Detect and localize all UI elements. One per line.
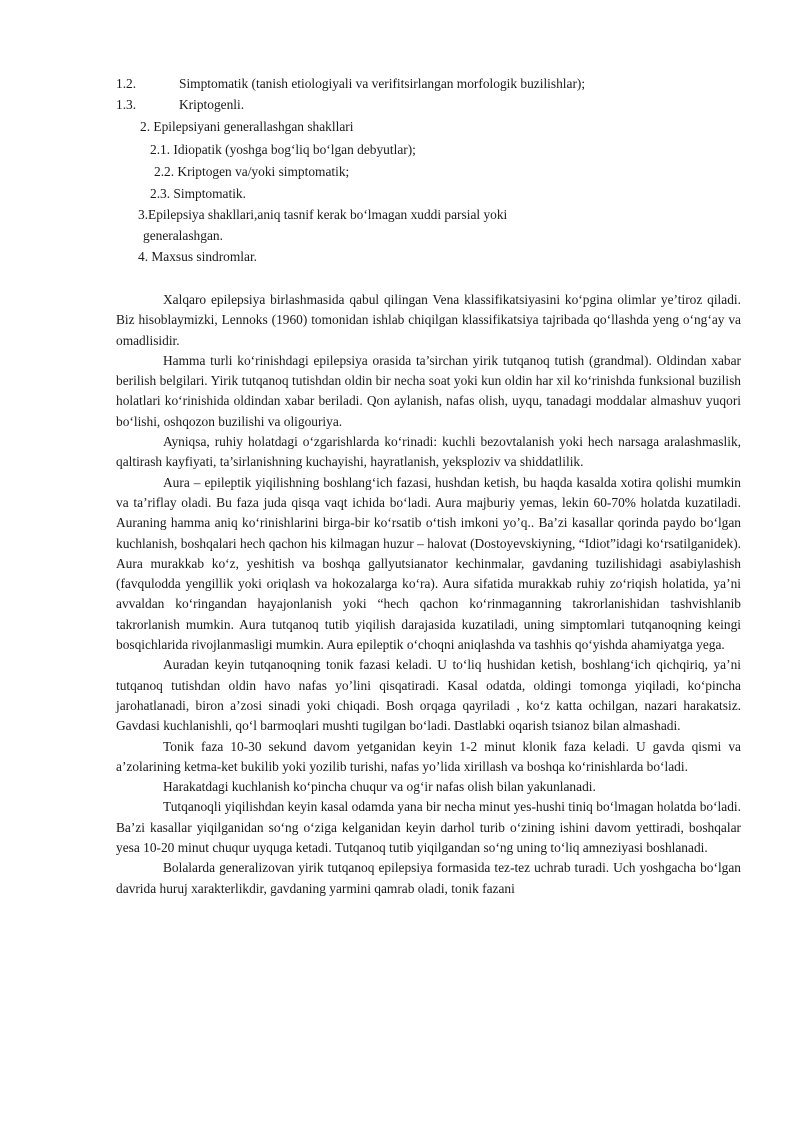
list-item-3: 3.Epilepsiya shakllari,aniq tasnif kerak bo‘lmagan xuddi parsial yoki xyxy=(138,207,508,222)
paragraph-aura: Aura – epileptik yiqilishning boshlang‘ich fazasi, hushdan ketish, bu haqda kasalda xotira qolishi mumkin va ta’riflay oladi. Bu faza juda qisqa vaqt ichida bo‘ladi. Aura majburiy yemas, lekin 60-70% holatda kuzatiladi. Auraning hamma aniq ko‘rinishlarini birga-bir ko‘rsatib o‘tish imkoni yo’q.. Ba’zi kasallar qorinda paydo bo‘lgan kuchlanish, boshqalari hech qachon his kilmagan huzur – halovat (Dostoyevskiyning, “Idiot”idagi ko‘rsatilganidek). Aura murakkab ko‘z, yeshitish va boshqa gallyutsianator kechinmalar, gavdaning tuzilishidagi asabiylashish (favqulodda yengillik yoki oriqlash va hokozalarga ko‘ra). Aura sifatida murakkab ruhiy zo‘riqish holatida, ya’ni avvaldan ko‘ringandan hayajonlanish yoki “hech qachon ko‘rinmaganning takrorlanishidan tashvishlanib takrorlanish mumkin. Aura tutqanoq tutib yiqilish darajasida kuzatiladi, uning simptomlari tutqanoqning keingi bosqichlarida rivojlanmasligi mumkin. Aura epileptik o‘choqni aniqlashda va tashhis qo‘yishda ahamiyatga yega. xyxy=(116,474,741,653)
paragraph-tonic-phase: Auradan keyin tutqanoqning tonik fazasi keladi. U to‘liq hushidan ketish, boshlang‘ich qichqiriq, ya’ni tutqanoq tutishdan oldin havo nafas yo’lini qisqatiradi. Kasal odatda, oldingi tomonga yiqiladi, ko‘pincha jarohatlanadi, biron a’zosi sinadi yoki chiqadi. Bosh orqaga qayriladi , ko‘z katta ochilgan, nazari harakatsiz. Gavdasi kuchlanishli, qo‘l barmoqlari mushti tugilgan bo‘ladi. Dastlabki oqarish tsianoz bilan almashadi. xyxy=(116,657,741,734)
paragraph-post-seizure: Tutqanoqli yiqilishdan keyin kasal odamda yana bir necha minut yes-hushi tiniq bo‘lmagan holatda bo‘ladi. Ba’zi kasallar yiqilganidan so‘ng o‘ziga kelganidan keyin darhol turib o‘zining ishini davom yettiradi, boshqalar yesa 10-20 minut chuqur uyquga ketadi. Tutqanoq tutib yiqilgandan so‘ng uning to‘liq amneziyasi boshlanadi. xyxy=(116,799,741,856)
list-item-2: 2. Epilepsiyani generallashgan shakllari xyxy=(140,119,354,134)
list-item-4: 4. Maxsus sindromlar. xyxy=(138,249,258,264)
list-item-2-2: 2.2. Kriptogen va/yoki simptomatik; xyxy=(154,164,350,179)
list-item-2-1: 2.1. Idiopatik (yoshga bog‘liq bo‘lgan debyutlar); xyxy=(150,142,416,157)
list-item-1-3: Kriptogenli. xyxy=(179,97,245,112)
paragraph-children: Bolalarda generalizovan yirik tutqanoq epilepsiya formasida tez-tez uchrab turadi. Uch yoshgacha bo‘lgan davrida huruj xarakterlikdir, gavdaning yarmini qamrab oladi, tonik fazani xyxy=(116,860,741,896)
list-item-1-2: Simptomatik (tanish etiologiyali va verifitsirlangan morfologik buzilishlar); xyxy=(179,76,586,91)
paragraph-mental-changes: Ayniqsa, ruhiy holatdagi o‘zgarishlarda ko‘rinadi: kuchli bezovtalanish yoki hech narsaga aralashmaslik, qaltirash kayfiyati, ta’sirlanishning kuchayishi, hayratlanish, yeksploziv va shiddatlilik. xyxy=(116,434,741,470)
paragraph-clonic-phase: Tonik faza 10-30 sekund davom yetganidan keyin 1-2 minut klonik faza keladi. U gavda qismi va a’zolarining ketma-ket bukilib yoki yozilib turishi, nafas yo’lida xirillash va boshqa ko‘rinishlarda bo‘ladi. xyxy=(116,738,741,774)
list-item-2-3: 2.3. Simptomatik. xyxy=(150,186,246,201)
paragraph-breathing: Harakatdagi kuchlanish ko‘pincha chuqur va og‘ir nafas olish bilan yakunlanadi. xyxy=(163,779,596,795)
list-number-1-3: 1.3. xyxy=(116,97,137,112)
body-text xyxy=(116,290,741,899)
list-item-3-continued: generalashgan. xyxy=(143,228,223,243)
list-number-1-2: 1.2. xyxy=(116,76,137,91)
paragraph-vienna-classification: Xalqaro epilepsiya birlashmasida qabul qilingan Vena klassifikatsiyasini ko‘pgina olimlar ye’tiroz qiladi. Biz hisoblaymizki, Lennoks (1960) tomonidan ishlab chiqilgan klassifikatsiya tajribada qo‘llashda yeng o‘ng‘ay va omadlisidir. xyxy=(116,292,741,348)
paragraph-grand-mal: Hamma turli ko‘rinishdagi epilepsiya orasida ta’sirchan yirik tutqanoq tutish (grandmal). Oldindan xabar berilish belgilari. Yirik tutqanoq tutishdan oldin bir necha soat yoki kun oldin har xil ko‘rinishda funksional buzilish holatlari ko‘rinishida oldindan xabar beriladi. Qon aylanish, nafas olish, uyqu, tanadagi moddalar almashuv yuqori bo‘lishi, oshqozon buzilishi va oligouriya. xyxy=(116,352,741,429)
